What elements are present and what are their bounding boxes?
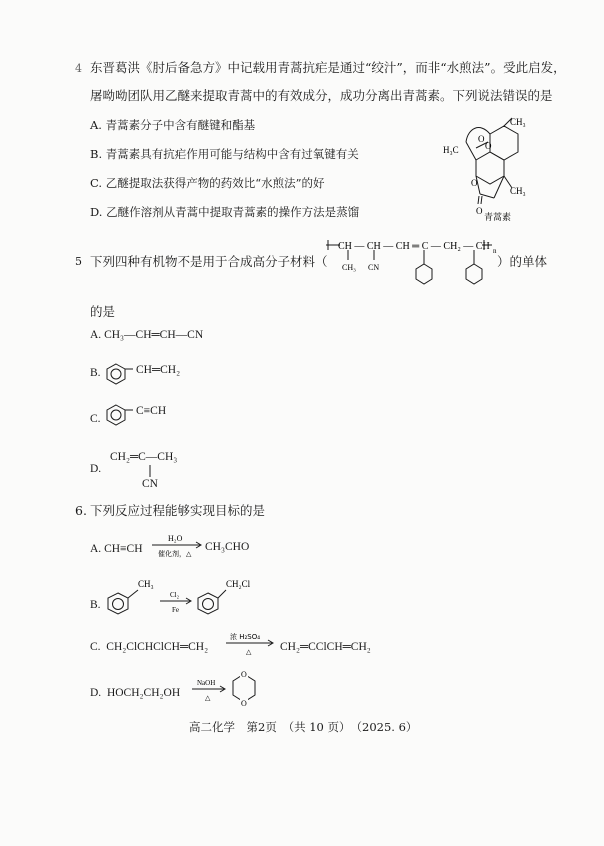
q5-d-cn: CN — [142, 478, 158, 490]
q6-option-c — [90, 639, 208, 655]
artemisinin-structure — [440, 112, 550, 222]
q6-c-arrow — [226, 628, 276, 658]
q5-option-b — [90, 365, 101, 381]
q6-b-ch3: CH₃ — [138, 579, 154, 589]
q6-b-ch2cl: CH₂Cl — [226, 579, 251, 589]
polymer-ch3: CH₃ — [342, 263, 356, 272]
polymer-cn: CN — [368, 263, 380, 272]
q6-d-product-dioxane — [229, 670, 259, 712]
q6-a-reactant: CH≡CH — [104, 543, 143, 555]
o-label-1: O — [478, 134, 485, 144]
q6-stem: 下列反应过程能够实现目标的是 — [90, 503, 266, 518]
q5-d-letter: D. — [90, 463, 102, 475]
o-label-2: O — [485, 141, 492, 151]
dioxane-o-bottom: O — [241, 699, 247, 708]
q6-b-product-benzyl-chloride — [196, 576, 266, 616]
q6-d-reactant: HOCH₂CH₂OH — [106, 687, 181, 699]
polymer-structure — [324, 232, 496, 286]
q6-c-product: CH₂═CClCH═CH₂ — [280, 641, 371, 653]
q6-b-reactant-toluene — [106, 576, 152, 616]
q4-option-b: B. 青蒿素具有抗疟作用可能与结构中含有过氧键有关 — [90, 147, 359, 161]
q6-d-letter: D. — [90, 687, 102, 699]
q5-c-letter: C. — [90, 413, 101, 425]
h3c-label: H₃C — [443, 145, 459, 155]
q6-a-product: CH₃CHO — [205, 541, 250, 553]
q5-option-c — [90, 411, 101, 427]
q5-stem-line2: 的是 — [90, 304, 116, 319]
q5-d-formula: CH₂═C—CH₃ — [110, 451, 178, 463]
q4-stem-line1: 东晋葛洪《肘后备急方》中记载用青蒿抗疟是通过“绞汁”，而非“水煎法”。受此启发， — [90, 60, 566, 75]
q5-b-letter: B. — [90, 367, 101, 379]
benzene-ring-c — [105, 404, 137, 426]
ch3-top-label: CH₃ — [510, 117, 526, 127]
q5-b-formula: CH═CH₂ — [136, 364, 181, 376]
q6-c-above: 浓 H₂SO₄ — [230, 633, 261, 641]
page-footer: 高二化学 第2页 （共 10 页） （2025. 6） — [189, 720, 418, 734]
q6-a-above: H₂O — [168, 534, 183, 543]
q6-a-below: 催化剂，△ — [158, 550, 192, 558]
o-label-3: O — [471, 178, 478, 188]
q6-option-a — [90, 541, 143, 557]
ch3-right-label: CH₃ — [510, 186, 526, 196]
q6-d-below: △ — [205, 694, 211, 702]
q5-c-formula: C≡CH — [136, 405, 167, 417]
q6-d-arrow — [192, 676, 228, 704]
q6-number: 6. — [75, 503, 87, 518]
q5-a-letter: A. — [90, 329, 102, 341]
benzene-ring-b — [105, 363, 137, 385]
q6-b-arrow — [160, 587, 194, 615]
q4-stem-line2: 屠呦呦团队用乙醚来提取青蒿中的有效成分，成功分离出青蒿素。下列说法错误的是 — [90, 88, 553, 103]
q4-option-d: D. 乙醚作溶剂从青蒿中提取青蒿素的操作方法是蒸馏 — [90, 205, 360, 219]
q5-a-formula: CH₃—CH═CH—CN — [104, 329, 204, 341]
q6-c-reactant: CH₂ClCHClCH═CH₂ — [106, 641, 209, 653]
q5-stem-prefix: 下列四种有机物不是用于合成高分子材料（ — [90, 254, 328, 269]
q6-c-below: △ — [246, 648, 252, 656]
q5-option-a — [90, 327, 203, 343]
q6-b-above: Cl₂ — [170, 591, 180, 599]
q6-a-letter: A. — [90, 543, 102, 555]
artemisinin-caption: 青蒿素 — [484, 213, 512, 223]
dioxane-o-top: O — [241, 670, 247, 679]
q6-d-above: NaOH — [197, 679, 216, 687]
polymer-n: n — [493, 247, 497, 255]
q5-number: 5 — [75, 255, 82, 268]
polymer-backbone: CH — CH — CH ═ C — CH₂ — CH — [338, 241, 490, 252]
q5-stem-suffix: ）的单体 — [497, 254, 548, 269]
o-carbonyl-label: O — [476, 206, 483, 216]
q4-option-c: C. 乙醚提取法获得产物的药效比“水煎法”的好 — [90, 176, 325, 190]
q6-a-arrow — [152, 530, 204, 560]
q6-option-b: B. — [90, 599, 101, 611]
q6-b-below: Fe — [172, 606, 179, 614]
q5-option-d — [90, 461, 101, 477]
q4-option-a: A. 青蒿素分子中含有醚键和酯基 — [90, 118, 256, 132]
q6-c-letter: C. — [90, 641, 101, 653]
q4-number: 4 — [75, 62, 82, 75]
q6-option-d — [90, 685, 180, 701]
